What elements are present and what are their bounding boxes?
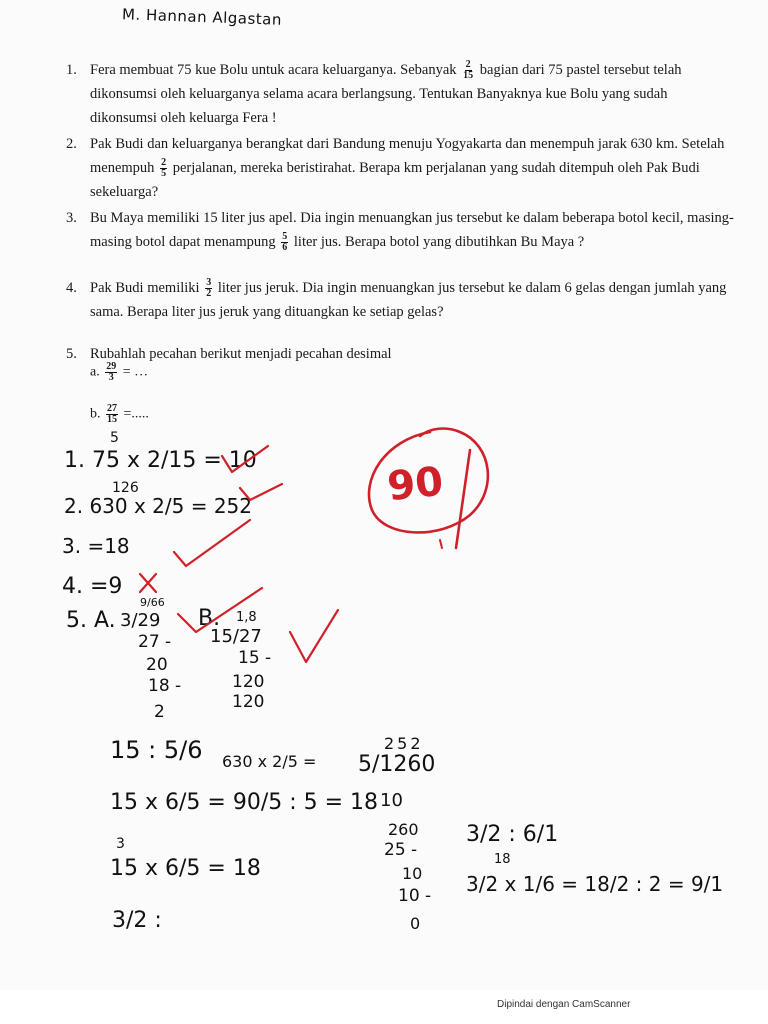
question-number: 2. xyxy=(66,136,77,152)
work-a1: 15 : 5/6 xyxy=(110,736,203,764)
answer-5a-step: 18 - xyxy=(148,676,182,696)
fraction: $\frac{3}{2}$ xyxy=(206,277,212,300)
question-5a: a. $\frac{29}{3}$ = … xyxy=(90,361,149,383)
work-d2: 3/2 x 1/6 = 18/2 : 2 = 9/1 xyxy=(466,872,724,896)
work-c-quotient: 252 xyxy=(384,734,424,753)
fraction: $\frac{2}{5}$ xyxy=(161,157,167,180)
answer-5a-step: 20 xyxy=(146,655,168,675)
answer-5b-label: B. xyxy=(198,606,221,631)
answer-2-carry: 126 xyxy=(112,480,139,496)
answer-5a-step: 2 xyxy=(154,702,165,722)
work-c-step: 25 - xyxy=(384,840,418,860)
score-text: 90 xyxy=(385,458,446,511)
work-a3-carry: 3 xyxy=(116,836,125,852)
answer-2: 2. 630 x 2/5 = 252 xyxy=(64,494,252,518)
work-a2: 15 x 6/5 = 90/5 : 5 = 18 xyxy=(110,790,379,815)
fraction: $\frac{2}{15}$ xyxy=(463,59,474,82)
work-a4: 3/2 : xyxy=(112,908,162,933)
cross-mark-icon xyxy=(140,574,156,592)
student-name: M. Hannan Algastan xyxy=(121,5,283,29)
work-c-step: 0 xyxy=(410,914,421,933)
checkmark-icon xyxy=(240,484,282,500)
checkmark-icon xyxy=(290,610,338,662)
question-text: Fera membuat 75 kue Bolu untuk acara keluarganya. Sebanyak $\frac{2}{15}$ bagian dari 75 pastel tersebut telah dikonsumsi oleh keluarganya selama acara berlangsung. Tentukan Banyaknya kue Bolu yang sudah dikonsumsi oleh keluarga Fera ! xyxy=(90,59,682,126)
answer-5a-step: 27 - xyxy=(138,632,172,652)
fraction: $\frac{29}{3}$ xyxy=(106,361,117,383)
work-a3: 15 x 6/5 = 18 xyxy=(110,856,261,881)
answer-4: 4. =9 xyxy=(62,574,123,599)
answer-3: 3. =18 xyxy=(62,534,130,558)
question-5b: b. $\frac{27}{15}$ =..... xyxy=(90,403,149,425)
question-text: Rubahlah pecahan berikut menjadi pecahan desimal xyxy=(90,346,392,362)
answer-5b-step: 120 xyxy=(232,672,265,692)
question-number: 3. xyxy=(66,210,77,226)
work-c-division: 5/1260 xyxy=(358,752,436,777)
answer-5a-quotient: 9/66 xyxy=(140,596,165,609)
question-text: Pak Budi dan keluarganya berangkat dari Bandung menuju Yogyakarta dan menempuh jarak 630 km. Setelah menempuh $\frac{2}{5}$ perjalanan, mereka beristirahat. Berapa km perjalanan yang sudah ditempuh oleh Pak Budi sekeluarga? xyxy=(90,136,725,200)
work-d-carry: 18 xyxy=(494,852,511,867)
question-text: Pak Budi memiliki $\frac{3}{2}$ liter jus jeruk. Dia ingin menuangkan jus tersebut ke dalam 6 gelas dengan jumlah yang sama. Berapa liter jus jeruk yang dituangkan ke setiap gelas? xyxy=(90,277,727,320)
checkmark-icon xyxy=(178,588,262,632)
answer-5b-step: 120 xyxy=(232,692,265,712)
answer-1: 1. 75 x 2/15 = 10 xyxy=(64,448,257,473)
checkmark-icon xyxy=(174,520,250,566)
answer-5b-division: 15/27 xyxy=(210,626,262,647)
footer-watermark: Dipindai dengan CamScanner xyxy=(497,999,631,1010)
fraction: $\frac{27}{15}$ xyxy=(107,403,117,425)
answer-5a-division: 3/29 xyxy=(120,610,161,631)
question-number: 5. xyxy=(66,346,77,362)
fraction: $\frac{5}{6}$ xyxy=(282,231,288,254)
answer-1-carry: 5 xyxy=(110,430,119,446)
work-c-step: 10 - xyxy=(398,886,432,906)
checkmark-icon xyxy=(222,446,268,472)
answer-5-label: 5. A. xyxy=(66,608,116,633)
question-text: Bu Maya memiliki 15 liter jus apel. Dia ingin menuangkan jus tersebut ke dalam beberapa botol kecil, masing-masing botol dapat menampung $\frac{5}{6}$ liter jus. Berapa botol yang dibutihkan Bu Maya ? xyxy=(90,210,734,254)
work-b1: 630 x 2/5 = xyxy=(222,752,317,771)
question-number: 4. xyxy=(66,280,77,296)
answer-5b-step: 15 - xyxy=(238,648,272,668)
work-d1: 3/2 : 6/1 xyxy=(466,822,559,847)
answer-5b-quotient: 1,8 xyxy=(236,610,257,625)
work-c-step: 260 xyxy=(388,820,419,839)
work-c-step: 10 xyxy=(380,790,403,811)
question-number: 1. xyxy=(66,62,77,78)
work-c-step: 10 xyxy=(402,864,423,883)
score-slash xyxy=(456,450,470,548)
